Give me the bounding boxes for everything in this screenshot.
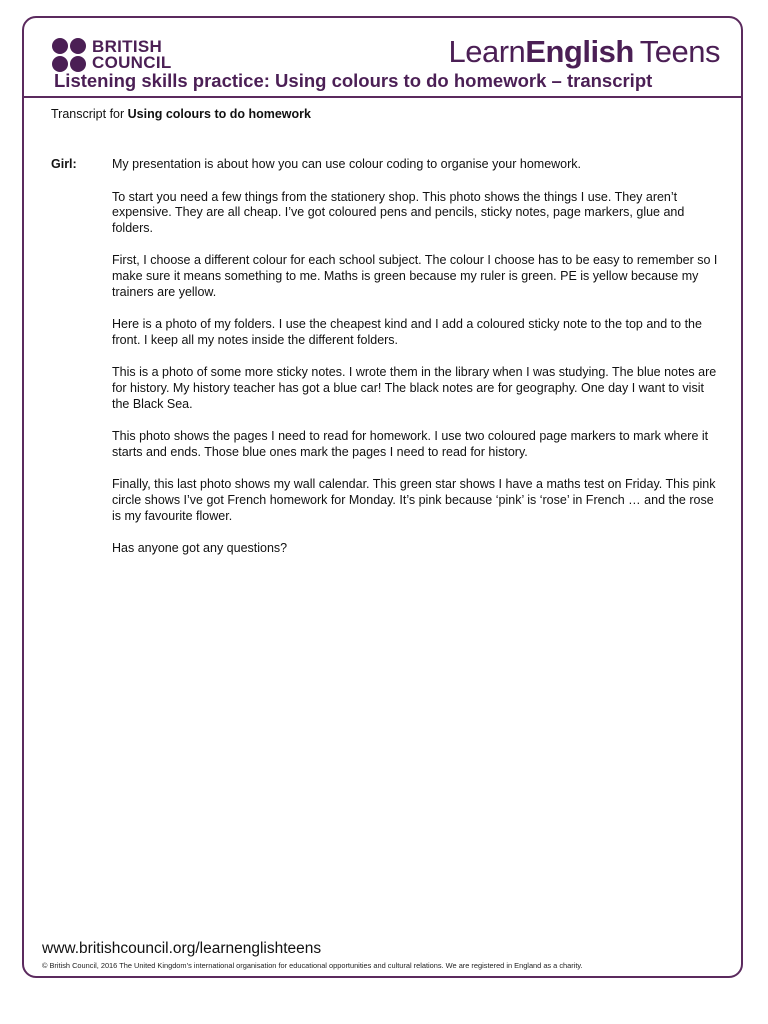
footer-copyright: © British Council, 2016 The United Kingdom’s international organisation for educational opportunities and cultural relations. We are registered in England as a charity. xyxy=(42,961,583,970)
logo-learn: Learn xyxy=(448,34,526,69)
transcript-paragraph: Here is a photo of my folders. I use the cheapest kind and I add a coloured sticky note to the top and to the front. I keep all my notes inside the different folders. xyxy=(112,317,702,347)
subtitle-prefix: Transcript for xyxy=(51,107,128,121)
page-title: Listening skills practice: Using colours to do homework – transcript xyxy=(54,70,653,91)
transcript-subtitle xyxy=(51,107,311,121)
speaker-label: Girl: xyxy=(51,157,77,171)
transcript-paragraph: My presentation is about how you can use colour coding to organise your homework. xyxy=(112,157,582,171)
british-council-dots-icon xyxy=(52,38,86,72)
transcript-paragraph: This photo shows the pages I need to read for homework. I use two coloured page markers to mark where it starts and ends. Those blue ones mark the pages I need to read for history. xyxy=(112,429,709,459)
header-divider xyxy=(22,96,743,98)
transcript-paragraph: This is a photo of some more sticky notes. I wrote them in the library when I was studying. The blue notes are for history. My history teacher has got a blue car! The black notes are for geography. One day I want to visit the Black Sea. xyxy=(112,365,717,411)
footer-url-link[interactable]: www.britishcouncil.org/learnenglishteens xyxy=(42,940,322,957)
transcript-paragraph: Finally, this last photo shows my wall calendar. This green star shows I have a maths test on Friday. This pink circle shows I’ve got French homework for Monday. It’s pink because ‘pink’ is ‘rose’ in French … and the rose is my favourite flower. xyxy=(112,477,716,523)
transcript-paragraph: First, I choose a different colour for each school subject. The colour I choose has to be easy to remember so I make sure it means something to me. Maths is green because my ruler is green. PE is yellow because my trainers are yellow. xyxy=(112,253,718,299)
logo-teens: Teens xyxy=(639,34,720,69)
learnenglish-teens-logo xyxy=(449,34,720,70)
subtitle-name: Using colours to do homework xyxy=(127,107,311,121)
transcript-paragraph: Has anyone got any questions? xyxy=(112,541,288,556)
brand-line-2: COUNCIL xyxy=(92,53,172,72)
transcript-paragraph: To start you need a few things from the stationery shop. This photo shows the things I use. They aren’t expensive. They are all cheap. I’ve got coloured pens and pencils, sticky notes, page markers, glue and folders. xyxy=(112,189,685,235)
british-council-wordmark xyxy=(92,39,172,71)
transcript-body xyxy=(112,157,724,574)
british-council-logo xyxy=(52,38,172,72)
logo-english: English xyxy=(525,34,634,69)
brand-line-1: BRITISH xyxy=(92,37,163,56)
